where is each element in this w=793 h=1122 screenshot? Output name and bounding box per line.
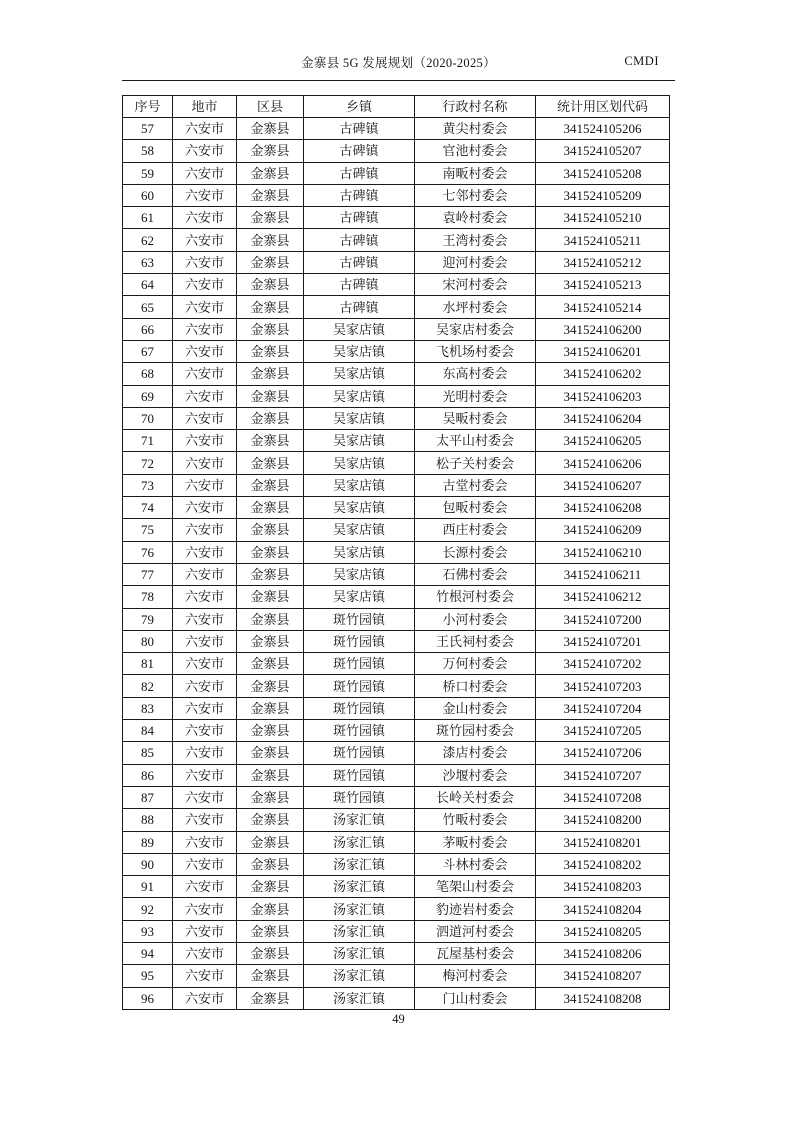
cell-village: 竹根河村委会 <box>415 586 536 608</box>
cell-city: 六安市 <box>173 764 237 786</box>
cell-town: 斑竹园镇 <box>304 742 415 764</box>
cell-county: 金寨县 <box>237 853 304 875</box>
cell-county: 金寨县 <box>237 385 304 407</box>
cell-county: 金寨县 <box>237 430 304 452</box>
cell-city: 六安市 <box>173 742 237 764</box>
cell-city: 六安市 <box>173 340 237 362</box>
cell-village: 瓦屋基村委会 <box>415 942 536 964</box>
cell-index: 80 <box>123 630 173 652</box>
cell-county: 金寨县 <box>237 207 304 229</box>
cell-code: 341524108207 <box>536 965 670 987</box>
cell-village: 袁岭村委会 <box>415 207 536 229</box>
cell-code: 341524106208 <box>536 497 670 519</box>
cell-index: 83 <box>123 697 173 719</box>
page-header-title: 金寨县 5G 发展规划（2020-2025） <box>301 56 496 70</box>
cell-code: 341524106204 <box>536 407 670 429</box>
cell-code: 341524106205 <box>536 430 670 452</box>
cell-code: 341524105213 <box>536 274 670 296</box>
cell-city: 六安市 <box>173 296 237 318</box>
cell-village: 七邻村委会 <box>415 184 536 206</box>
cell-city: 六安市 <box>173 720 237 742</box>
table-row <box>123 318 670 340</box>
cell-code: 341524106210 <box>536 541 670 563</box>
cell-city: 六安市 <box>173 853 237 875</box>
cell-town: 古碑镇 <box>304 207 415 229</box>
cell-code: 341524108203 <box>536 876 670 898</box>
cell-code: 341524107204 <box>536 697 670 719</box>
cell-code: 341524107208 <box>536 786 670 808</box>
cell-city: 六安市 <box>173 519 237 541</box>
cell-county: 金寨县 <box>237 831 304 853</box>
cell-county: 金寨县 <box>237 675 304 697</box>
cell-town: 斑竹园镇 <box>304 675 415 697</box>
table-row <box>123 965 670 987</box>
table-row <box>123 675 670 697</box>
cell-county: 金寨县 <box>237 809 304 831</box>
cell-county: 金寨县 <box>237 764 304 786</box>
cell-index: 58 <box>123 140 173 162</box>
cell-index: 63 <box>123 251 173 273</box>
cell-city: 六安市 <box>173 697 237 719</box>
cell-index: 92 <box>123 898 173 920</box>
admin-division-table <box>122 95 670 1010</box>
cell-county: 金寨县 <box>237 876 304 898</box>
page-number: 49 <box>392 1012 405 1026</box>
cell-index: 57 <box>123 118 173 140</box>
cell-index: 93 <box>123 920 173 942</box>
cell-village: 松子关村委会 <box>415 452 536 474</box>
cell-code: 341524106203 <box>536 385 670 407</box>
cell-town: 吴家店镇 <box>304 519 415 541</box>
cell-village: 笔架山村委会 <box>415 876 536 898</box>
cell-town: 吴家店镇 <box>304 340 415 362</box>
cell-city: 六安市 <box>173 831 237 853</box>
cell-index: 60 <box>123 184 173 206</box>
cell-code: 341524107201 <box>536 630 670 652</box>
cell-town: 斑竹园镇 <box>304 653 415 675</box>
table-row <box>123 608 670 630</box>
cell-town: 吴家店镇 <box>304 363 415 385</box>
cell-city: 六安市 <box>173 497 237 519</box>
cell-town: 斑竹园镇 <box>304 764 415 786</box>
cell-town: 汤家汇镇 <box>304 876 415 898</box>
cell-city: 六安市 <box>173 920 237 942</box>
cell-village: 梅河村委会 <box>415 965 536 987</box>
cell-county: 金寨县 <box>237 474 304 496</box>
cell-town: 古碑镇 <box>304 274 415 296</box>
table-row <box>123 853 670 875</box>
cell-town: 古碑镇 <box>304 162 415 184</box>
cell-index: 81 <box>123 653 173 675</box>
cell-code: 341524105209 <box>536 184 670 206</box>
cell-code: 341524107203 <box>536 675 670 697</box>
cell-code: 341524107207 <box>536 764 670 786</box>
cell-county: 金寨县 <box>237 987 304 1009</box>
cell-city: 六安市 <box>173 407 237 429</box>
cell-index: 86 <box>123 764 173 786</box>
table-row <box>123 363 670 385</box>
cell-index: 70 <box>123 407 173 429</box>
cell-town: 古碑镇 <box>304 296 415 318</box>
column-header-index: 序号 <box>123 96 173 118</box>
cell-town: 斑竹园镇 <box>304 786 415 808</box>
cell-town: 斑竹园镇 <box>304 697 415 719</box>
table-row <box>123 563 670 585</box>
cell-index: 64 <box>123 274 173 296</box>
cell-city: 六安市 <box>173 207 237 229</box>
cell-village: 沙堰村委会 <box>415 764 536 786</box>
page-content <box>122 0 675 1122</box>
cell-town: 斑竹园镇 <box>304 630 415 652</box>
table-row <box>123 720 670 742</box>
cell-city: 六安市 <box>173 452 237 474</box>
cell-index: 88 <box>123 809 173 831</box>
table-row <box>123 653 670 675</box>
cell-town: 斑竹园镇 <box>304 720 415 742</box>
cell-code: 341524106201 <box>536 340 670 362</box>
cell-city: 六安市 <box>173 430 237 452</box>
cell-town: 汤家汇镇 <box>304 942 415 964</box>
cell-county: 金寨县 <box>237 697 304 719</box>
cell-index: 82 <box>123 675 173 697</box>
cell-city: 六安市 <box>173 786 237 808</box>
cell-code: 341524106209 <box>536 519 670 541</box>
cell-city: 六安市 <box>173 318 237 340</box>
cell-code: 341524105214 <box>536 296 670 318</box>
cell-village: 泗道河村委会 <box>415 920 536 942</box>
cell-city: 六安市 <box>173 474 237 496</box>
column-header-code: 统计用区划代码 <box>536 96 670 118</box>
cell-town: 吴家店镇 <box>304 474 415 496</box>
cell-city: 六安市 <box>173 541 237 563</box>
cell-village: 小河村委会 <box>415 608 536 630</box>
cell-town: 吴家店镇 <box>304 407 415 429</box>
cell-code: 341524105211 <box>536 229 670 251</box>
table-row <box>123 385 670 407</box>
cell-town: 汤家汇镇 <box>304 987 415 1009</box>
table-row <box>123 697 670 719</box>
table-row <box>123 474 670 496</box>
cell-city: 六安市 <box>173 630 237 652</box>
cell-city: 六安市 <box>173 140 237 162</box>
table-row <box>123 764 670 786</box>
cell-index: 75 <box>123 519 173 541</box>
cell-county: 金寨县 <box>237 229 304 251</box>
cell-code: 341524105210 <box>536 207 670 229</box>
cell-county: 金寨县 <box>237 742 304 764</box>
cell-county: 金寨县 <box>237 630 304 652</box>
cell-index: 79 <box>123 608 173 630</box>
table-row <box>123 630 670 652</box>
cell-town: 汤家汇镇 <box>304 809 415 831</box>
cell-village: 长源村委会 <box>415 541 536 563</box>
cell-index: 78 <box>123 586 173 608</box>
cell-index: 74 <box>123 497 173 519</box>
table-row <box>123 407 670 429</box>
cell-county: 金寨县 <box>237 786 304 808</box>
cell-index: 87 <box>123 786 173 808</box>
cell-town: 古碑镇 <box>304 184 415 206</box>
cell-county: 金寨县 <box>237 608 304 630</box>
table-row <box>123 541 670 563</box>
cell-code: 341524108205 <box>536 920 670 942</box>
table-row <box>123 118 670 140</box>
table-row <box>123 742 670 764</box>
column-header-town: 乡镇 <box>304 96 415 118</box>
cell-county: 金寨县 <box>237 965 304 987</box>
cell-village: 飞机场村委会 <box>415 340 536 362</box>
table-row <box>123 898 670 920</box>
cell-town: 汤家汇镇 <box>304 920 415 942</box>
table-row <box>123 519 670 541</box>
cell-county: 金寨县 <box>237 586 304 608</box>
cell-index: 89 <box>123 831 173 853</box>
cell-village: 吴家店村委会 <box>415 318 536 340</box>
cell-city: 六安市 <box>173 229 237 251</box>
cell-village: 金山村委会 <box>415 697 536 719</box>
cell-town: 吴家店镇 <box>304 385 415 407</box>
cell-county: 金寨县 <box>237 407 304 429</box>
cell-town: 古碑镇 <box>304 140 415 162</box>
cell-code: 341524105207 <box>536 140 670 162</box>
cell-index: 68 <box>123 363 173 385</box>
cell-village: 茅畈村委会 <box>415 831 536 853</box>
column-header-city: 地市 <box>173 96 237 118</box>
cell-town: 古碑镇 <box>304 118 415 140</box>
cell-village: 水坪村委会 <box>415 296 536 318</box>
cell-code: 341524107202 <box>536 653 670 675</box>
cell-town: 吴家店镇 <box>304 586 415 608</box>
cell-village: 官池村委会 <box>415 140 536 162</box>
cell-city: 六安市 <box>173 118 237 140</box>
table-row <box>123 229 670 251</box>
table-row <box>123 586 670 608</box>
cell-county: 金寨县 <box>237 452 304 474</box>
table-row <box>123 274 670 296</box>
cell-city: 六安市 <box>173 385 237 407</box>
cell-city: 六安市 <box>173 876 237 898</box>
header-divider <box>122 80 675 81</box>
cell-city: 六安市 <box>173 251 237 273</box>
cell-village: 吴畈村委会 <box>415 407 536 429</box>
cell-code: 341524106200 <box>536 318 670 340</box>
cell-town: 古碑镇 <box>304 251 415 273</box>
cell-index: 94 <box>123 942 173 964</box>
cell-city: 六安市 <box>173 987 237 1009</box>
table-row <box>123 497 670 519</box>
cell-town: 古碑镇 <box>304 229 415 251</box>
table-row <box>123 296 670 318</box>
cell-code: 341524106207 <box>536 474 670 496</box>
table-row <box>123 786 670 808</box>
cell-code: 341524108202 <box>536 853 670 875</box>
cell-index: 59 <box>123 162 173 184</box>
cell-town: 汤家汇镇 <box>304 853 415 875</box>
cell-city: 六安市 <box>173 653 237 675</box>
column-header-county: 区县 <box>237 96 304 118</box>
cell-city: 六安市 <box>173 184 237 206</box>
cell-county: 金寨县 <box>237 118 304 140</box>
cell-village: 豹迹岩村委会 <box>415 898 536 920</box>
cell-index: 71 <box>123 430 173 452</box>
cell-index: 77 <box>123 563 173 585</box>
cell-village: 斗林村委会 <box>415 853 536 875</box>
cell-code: 341524108201 <box>536 831 670 853</box>
cell-city: 六安市 <box>173 965 237 987</box>
table-header-row <box>123 96 670 118</box>
cell-index: 76 <box>123 541 173 563</box>
cell-village: 王氏祠村委会 <box>415 630 536 652</box>
cell-city: 六安市 <box>173 586 237 608</box>
cell-town: 吴家店镇 <box>304 497 415 519</box>
table-row <box>123 140 670 162</box>
cell-code: 341524106212 <box>536 586 670 608</box>
cell-town: 吴家店镇 <box>304 452 415 474</box>
cell-code: 341524105212 <box>536 251 670 273</box>
table-row <box>123 452 670 474</box>
cell-city: 六安市 <box>173 608 237 630</box>
table-row <box>123 184 670 206</box>
cell-city: 六安市 <box>173 563 237 585</box>
cell-county: 金寨县 <box>237 942 304 964</box>
cell-village: 光明村委会 <box>415 385 536 407</box>
cell-county: 金寨县 <box>237 340 304 362</box>
cell-code: 341524107206 <box>536 742 670 764</box>
cell-county: 金寨县 <box>237 296 304 318</box>
cell-village: 王湾村委会 <box>415 229 536 251</box>
table-row <box>123 987 670 1009</box>
cell-village: 东高村委会 <box>415 363 536 385</box>
cell-town: 汤家汇镇 <box>304 898 415 920</box>
cell-county: 金寨县 <box>237 653 304 675</box>
cell-code: 341524105206 <box>536 118 670 140</box>
cell-county: 金寨县 <box>237 563 304 585</box>
table-row <box>123 809 670 831</box>
cell-index: 65 <box>123 296 173 318</box>
cell-town: 斑竹园镇 <box>304 608 415 630</box>
cell-index: 67 <box>123 340 173 362</box>
cell-city: 六安市 <box>173 898 237 920</box>
cell-index: 96 <box>123 987 173 1009</box>
cell-code: 341524106206 <box>536 452 670 474</box>
cell-village: 南畈村委会 <box>415 162 536 184</box>
cell-town: 吴家店镇 <box>304 318 415 340</box>
cell-county: 金寨县 <box>237 184 304 206</box>
cell-village: 西庄村委会 <box>415 519 536 541</box>
table-row <box>123 340 670 362</box>
cell-county: 金寨县 <box>237 162 304 184</box>
cell-town: 汤家汇镇 <box>304 965 415 987</box>
cell-village: 黄尖村委会 <box>415 118 536 140</box>
cell-city: 六安市 <box>173 942 237 964</box>
cell-county: 金寨县 <box>237 274 304 296</box>
page-header-org: CMDI <box>624 54 659 68</box>
cell-index: 84 <box>123 720 173 742</box>
cell-code: 341524108208 <box>536 987 670 1009</box>
table-row <box>123 251 670 273</box>
cell-village: 宋河村委会 <box>415 274 536 296</box>
cell-village: 古堂村委会 <box>415 474 536 496</box>
cell-county: 金寨县 <box>237 140 304 162</box>
cell-index: 61 <box>123 207 173 229</box>
cell-village: 太平山村委会 <box>415 430 536 452</box>
cell-code: 341524106211 <box>536 563 670 585</box>
cell-city: 六安市 <box>173 363 237 385</box>
cell-code: 341524107205 <box>536 720 670 742</box>
table-row <box>123 876 670 898</box>
cell-village: 包畈村委会 <box>415 497 536 519</box>
cell-village: 桥口村委会 <box>415 675 536 697</box>
table-row <box>123 831 670 853</box>
cell-county: 金寨县 <box>237 251 304 273</box>
cell-index: 62 <box>123 229 173 251</box>
table-row <box>123 920 670 942</box>
cell-county: 金寨县 <box>237 920 304 942</box>
table-row <box>123 207 670 229</box>
cell-village: 迎河村委会 <box>415 251 536 273</box>
cell-county: 金寨县 <box>237 898 304 920</box>
cell-town: 吴家店镇 <box>304 430 415 452</box>
cell-code: 341524106202 <box>536 363 670 385</box>
cell-index: 95 <box>123 965 173 987</box>
cell-index: 72 <box>123 452 173 474</box>
cell-town: 吴家店镇 <box>304 563 415 585</box>
cell-code: 341524107200 <box>536 608 670 630</box>
cell-code: 341524108206 <box>536 942 670 964</box>
table-row <box>123 942 670 964</box>
cell-village: 门山村委会 <box>415 987 536 1009</box>
cell-code: 341524108200 <box>536 809 670 831</box>
cell-city: 六安市 <box>173 274 237 296</box>
cell-index: 90 <box>123 853 173 875</box>
cell-city: 六安市 <box>173 162 237 184</box>
cell-index: 69 <box>123 385 173 407</box>
cell-county: 金寨县 <box>237 541 304 563</box>
cell-village: 漆店村委会 <box>415 742 536 764</box>
cell-county: 金寨县 <box>237 519 304 541</box>
cell-county: 金寨县 <box>237 497 304 519</box>
cell-code: 341524108204 <box>536 898 670 920</box>
cell-county: 金寨县 <box>237 363 304 385</box>
cell-village: 万何村委会 <box>415 653 536 675</box>
cell-county: 金寨县 <box>237 720 304 742</box>
cell-index: 66 <box>123 318 173 340</box>
cell-index: 91 <box>123 876 173 898</box>
cell-city: 六安市 <box>173 809 237 831</box>
column-header-village: 行政村名称 <box>415 96 536 118</box>
table-row <box>123 162 670 184</box>
cell-village: 石佛村委会 <box>415 563 536 585</box>
table-body <box>123 118 670 1010</box>
cell-county: 金寨县 <box>237 318 304 340</box>
cell-village: 斑竹园村委会 <box>415 720 536 742</box>
cell-city: 六安市 <box>173 675 237 697</box>
cell-village: 长岭关村委会 <box>415 786 536 808</box>
cell-town: 吴家店镇 <box>304 541 415 563</box>
table-row <box>123 430 670 452</box>
cell-town: 汤家汇镇 <box>304 831 415 853</box>
cell-code: 341524105208 <box>536 162 670 184</box>
cell-village: 竹畈村委会 <box>415 809 536 831</box>
cell-index: 73 <box>123 474 173 496</box>
cell-index: 85 <box>123 742 173 764</box>
